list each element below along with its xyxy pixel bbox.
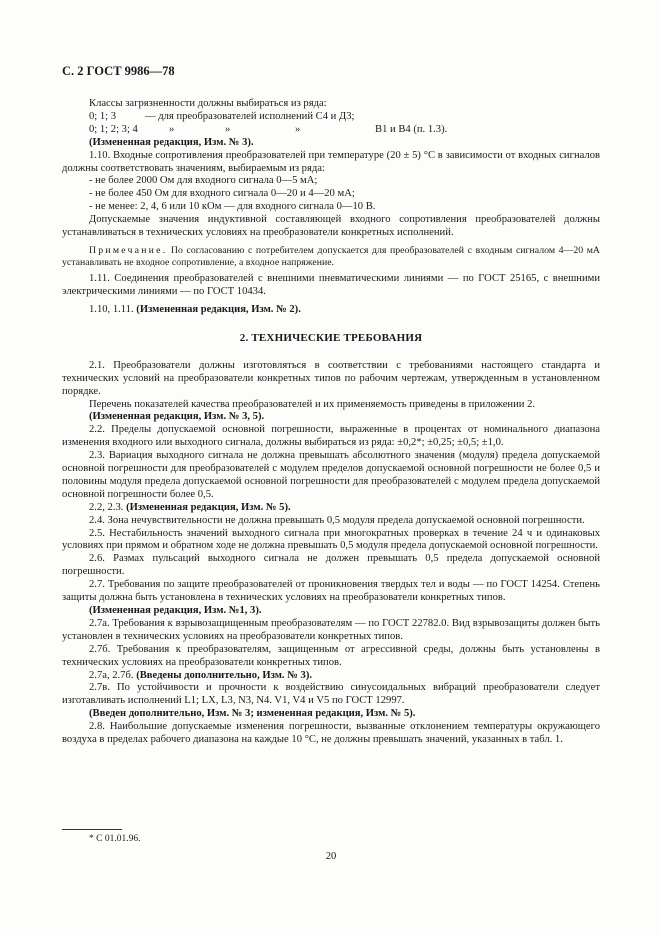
amendment-note: (Введены дополнительно, Изм. № 3). xyxy=(136,669,312,681)
note-label: Примечание. xyxy=(89,244,168,256)
paragraph: 2.7в. По устойчивости и прочности к воздействию синусоидальных вибраций преобразователи следует изготавливать исполнений L1; LX, L3, N3, N4. V1, V4 и V5 по ГОСТ 12997. xyxy=(62,682,600,707)
paragraph: 1.10. Входные сопротивления преобразователей при температуре (20 ± 5) °С в зависимости от входных сигналов должны соответствовать значениям, выбираемым из ряда: xyxy=(62,149,600,174)
note xyxy=(62,245,600,268)
paragraph: Перечень показателей качества преобразователей и их применяемость приведены в приложении 2. xyxy=(89,398,536,410)
page-body xyxy=(62,98,600,747)
paragraph: 2.5. Нестабильность значений выходного сигнала при многократных проверках в течение 24 ч и одинаковых условиях при прямом и обратном ходе не должна превышать 0,5 модуля предела допускаемой основной погрешности. xyxy=(62,527,600,552)
note-text: По согласованию с потребителем допускается для преобразователей с входным сигналом 4—20 мА устанавливать не входное сопротивление, а входное напряжение. xyxy=(62,244,600,268)
paragraph: 2.3. Вариация выходного сигнала не должна превышать абсолютного значения (модуля) предела допускаемой основной погрешности для преобразователей с модулем пределов допускаемой основной погрешности не более 0,5 и половины модуля предела допускаемой основной погрешности для преобразователей с модулем предела допускаемой основной погрешности более 0,5. xyxy=(62,450,600,500)
page-number: 20 xyxy=(325,851,337,862)
paragraph: 2.2. Пределы допускаемой основной погрешности, выраженные в процентах от номинального диапазона изменения входного или выходного сигнала, должны выбираться из ряда: ±0,2*; ±0,25; ±0,5; ±1,0. xyxy=(62,424,600,449)
amendment-line xyxy=(62,670,600,683)
amendment-note: (Измененная редакция, Изм. № 2). xyxy=(136,303,301,315)
ditto-mark: » xyxy=(295,123,301,135)
clause-ref: 2.7а, 2.7б. xyxy=(89,669,134,681)
amendment-note: (Измененная редакция, Изм. №1, 3). xyxy=(89,605,262,616)
ditto-mark: » xyxy=(169,123,175,135)
clause-ref: 2.2, 2.3. xyxy=(89,501,124,513)
page-header: С. 2 ГОСТ 9986—78 xyxy=(62,64,175,78)
paragraph: 2.6. Размах пульсаций выходного сигнала не должен превышать 0,5 предела допускаемой основной погрешности. xyxy=(62,553,600,578)
paragraph: Классы загрязненности должны выбираться из ряда: xyxy=(89,98,327,109)
paragraph: 2.7. Требования по защите преобразователей от проникновения твердых тел и воды — по ГОСТ 14254. Степень защиты должна быть установлена в технических условиях на преобразователи конкретных типов. xyxy=(62,579,600,604)
list-item: - не более 2000 Ом для входного сигнала 0—5 мА; xyxy=(89,175,318,187)
series-row-1 xyxy=(62,111,600,124)
amendment-note: (Измененная редакция, Изм. № 3, 5). xyxy=(89,411,265,423)
series-description: В1 и В4 (п. 1.3). xyxy=(375,123,448,135)
list-item: - не более 450 Ом для входного сигнала 0—20 и 4—20 мА; xyxy=(89,188,355,200)
paragraph: 2.7б. Требования к преобразователям, защищенным от агрессивной среды, должны быть установлены в технических условиях на преобразователи конкретных типов. xyxy=(62,643,600,668)
amendment-note: (Измененная редакция, Изм. № 3). xyxy=(89,136,254,148)
paragraph: 2.1. Преобразователи должны изготовляться в соответствии с требованиями настоящего стандарта и технических условий на преобразователи конкретных типов по рабочим чертежам, утвержденным в установленном порядке. xyxy=(62,359,600,397)
amendment-note: (Введен дополнительно, Изм. № 3; измененная редакция, Изм. № 5). xyxy=(89,708,416,720)
paragraph: 1.11. Соединения преобразователей с внешними пневматическими линиями — по ГОСТ 25165, с внешними электрическими линиями — по ГОСТ 10434. xyxy=(62,273,600,298)
section-title: 2. ТЕХНИЧЕСКИЕ ТРЕБОВАНИЯ xyxy=(239,331,423,344)
footnote: * С 01.01.96. xyxy=(89,834,141,844)
paragraph: 2.4. Зона нечувствительности не должна превышать 0,5 модуля предела допускаемой основной погрешности. xyxy=(89,514,585,526)
amendment-note: (Измененная редакция, Изм. № 5). xyxy=(126,501,291,513)
paragraph: Допускаемые значения индуктивной составляющей входного сопротивления преобразователей должны устанавливаться в технических условиях на преобразователи конкретных исполнений. xyxy=(62,214,600,239)
series-values: 0; 1; 3 xyxy=(89,110,117,122)
amendment-line xyxy=(62,304,600,317)
paragraph: 2.7а. Требования к взрывозащищенным преобразователям — по ГОСТ 22782.0. Вид взрывозащиты должен быть установлен в технических условиях на преобразователи конкретных типов. xyxy=(62,617,600,642)
footnote-divider xyxy=(62,829,122,830)
series-row-2 xyxy=(62,124,600,137)
series-description: — для преобразователей исполнений С4 и Д3; xyxy=(145,110,355,122)
list-item: - не менее: 2, 4, 6 или 10 кОм — для входного сигнала 0—10 В. xyxy=(89,201,376,213)
ditto-mark: » xyxy=(225,123,231,135)
series-values: 0; 1; 2; 3; 4 xyxy=(89,123,138,135)
clause-ref: 1.10, 1.11. xyxy=(89,303,134,315)
paragraph: 2.8. Наибольшие допускаемые изменения погрешности, вызванные отклонением температуры окружающего воздуха в пределах рабочего диапазона на каждые 10 °С, не должны превышать значений, указанных в табл. 1. xyxy=(62,721,600,746)
amendment-line xyxy=(62,502,600,515)
